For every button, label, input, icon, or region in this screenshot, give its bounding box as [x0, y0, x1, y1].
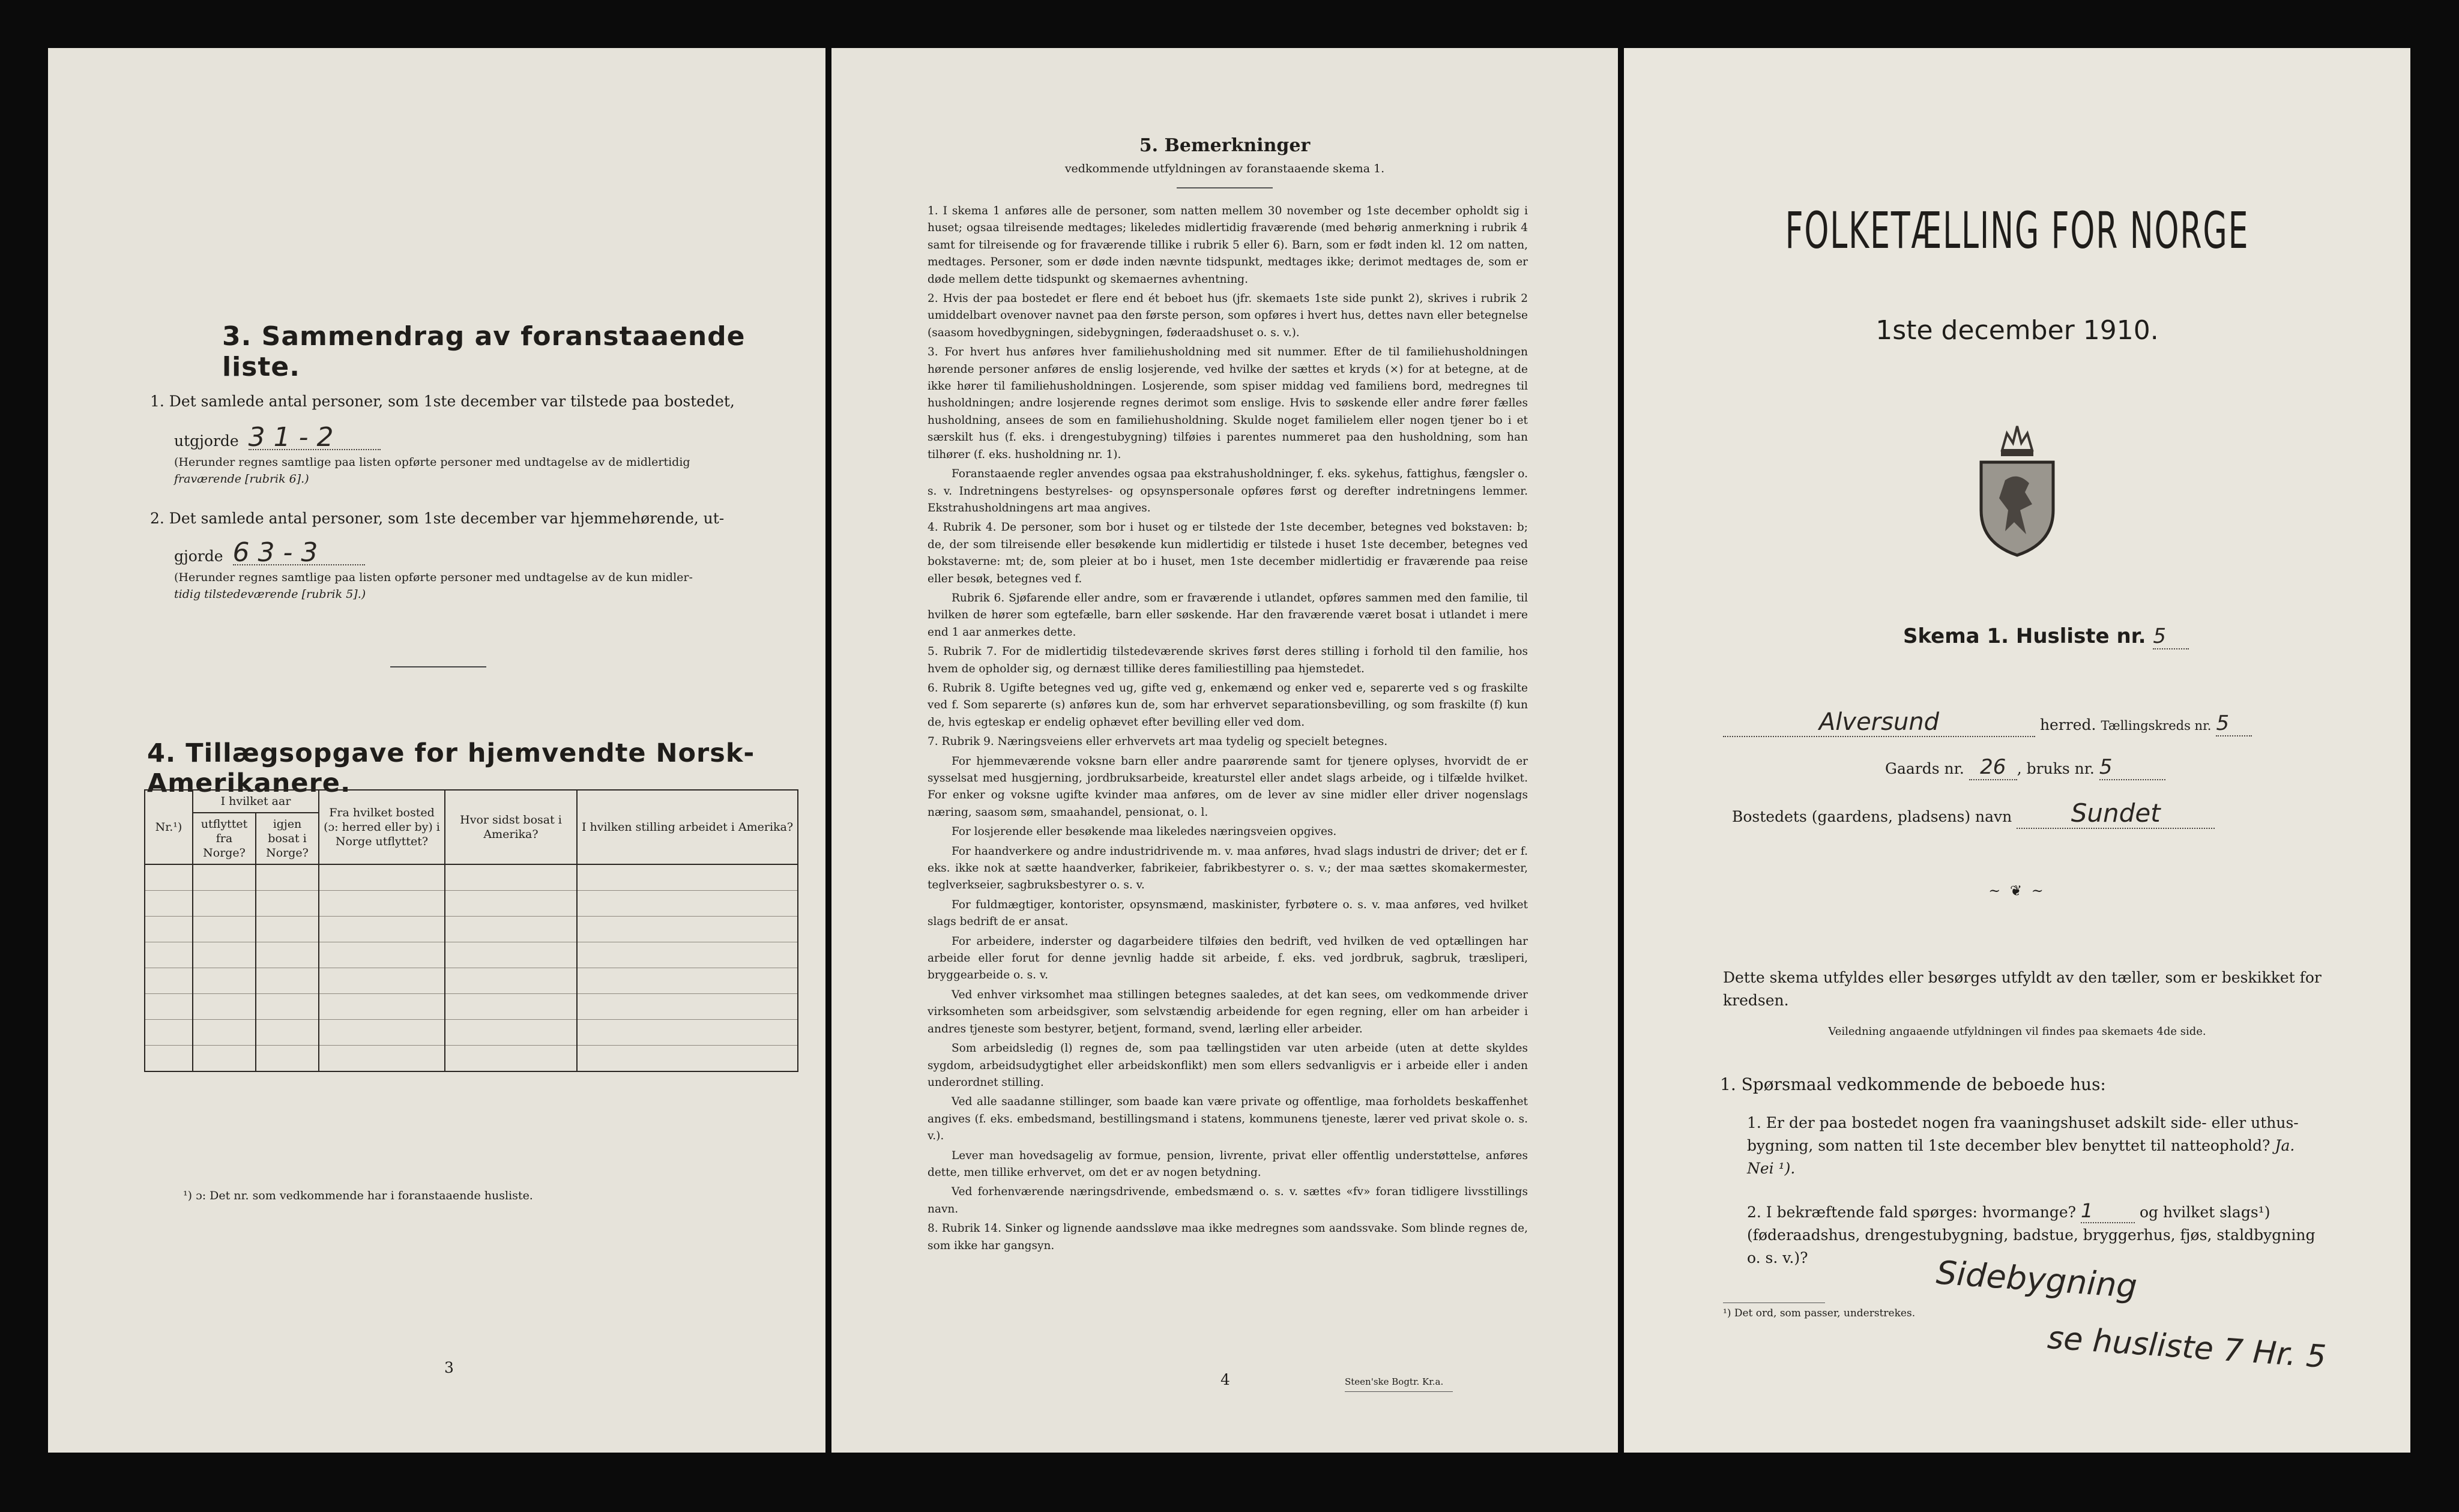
husliste-row — [1903, 624, 2189, 649]
remark-2: 2. Hvis der paa bostedet er flere end ét beboet hus (jfr. skemaets 1ste side punkt 2), skrives i rubrik 2 umiddelbart ovenover navnet paa den første person, som opføres i hvert hus, dettes navn eller betegnelse (saasom hovedbygningen, sidebygningen, føderaadshuset o. s. v.). — [928, 292, 1528, 339]
kreds-label: Tællingskreds nr. — [2101, 718, 2212, 733]
printer-mark: Steen'ske Bogtr. Kr.a. — [1345, 1376, 1444, 1387]
col-utflyttet: utflyttet fra Norge? — [193, 813, 256, 864]
schema-label: Skema 1. Husliste nr. — [1903, 624, 2146, 648]
question-2 — [1747, 1199, 2323, 1270]
q2-answer: Sidebygning — [1935, 1253, 2138, 1306]
item2-note-a: (Herunder regnes samtlige paa listen opførte personer med undtagelse av de kun midler- — [174, 571, 693, 584]
bruks-label: bruks nr. — [2026, 760, 2095, 777]
norsk-amerikanere-table — [144, 789, 798, 1072]
q2-suffix: og hvilket slags¹) (føderaadshus, drengestubygning, badstue, bryggerhus, fjøs, staldbygning o. s. v.)? — [1747, 1203, 2316, 1267]
item1-note-b: fraværende [rubrik 6].) — [174, 472, 309, 486]
divider — [1177, 187, 1273, 188]
q2-prefix: 2. I bekræftende fald spørges: hvormange? — [1747, 1203, 2077, 1221]
item1-value: 3 1 - 2 — [249, 426, 381, 450]
remark-7e: For fuldmægtiger, kontorister, opsynsmænd, maskinister, fyrbøtere o. s. v. maa anføres, ved hvilket slags bedrift de er ansat. — [928, 898, 1528, 929]
norway-coat-of-arms-icon — [1972, 420, 2062, 558]
q1-answer: Ja. Nei ¹). — [1747, 1137, 2295, 1177]
bosted-row — [1732, 798, 2215, 829]
table-row — [145, 942, 798, 968]
item1-prefix: utgjorde — [174, 432, 239, 450]
remark-4: 4. Rubrik 4. De personer, som bor i huset og er tilstede der 1ste december, betegnes ved bokstaven: b; de, der som tilreisende eller besøkende kun midlertidig er tilstede i huset 1ste december, betegnes ved bokstaverne: mt; de, som pleier at bo i huset, men 1ste december midlertidig er fraværende paa reise eller besøk, betegnes ved f. — [928, 521, 1528, 585]
remark-7i: Ved alle saadanne stillinger, som baade kan være private og offentlige, maa forholdets beskaffenhet angives (f. eks. embedsmand, bestillingsmand i statens, kommunens tjeneste, lærer ved privat skole o. s. v.). — [928, 1095, 1528, 1143]
veiledning: Veiledning angaaende utfyldningen vil findes paa skemaets 4de side. — [1828, 1025, 2206, 1038]
main-title: FOLKETÆLLING FOR NORGE — [1785, 201, 2249, 260]
section3-title: 3. Sammendrag av foranstaaende liste. — [222, 321, 746, 382]
remark-7g: Ved enhver virksomhet maa stillingen betegnes saaledes, at det kan sees, om vedkommende driver virksomheten som arbeidsgiver, som selvstændig arbeidende for egen regning, eller om han arbeider i andres tjeneste som bestyrer, betjent, formand, svend, lærling eller arbeider. — [928, 988, 1528, 1035]
item2-prefix: gjorde — [174, 547, 223, 565]
question-1 — [1747, 1112, 2323, 1180]
gaards-row: Gaards nr. 26 , bruks nr. 5 — [1885, 755, 2165, 780]
section4-footnote: ¹) ɔ: Det nr. som vedkommende har i foranstaaende husliste. — [183, 1189, 533, 1202]
remark-7: 7. Rubrik 9. Næringsveiens eller erhvervets art maa tydelig og specielt betegnes. — [928, 735, 1388, 748]
page-number: 4 — [1220, 1371, 1230, 1388]
item2-answer-row — [174, 537, 365, 568]
table-row — [145, 994, 798, 1020]
table-row — [145, 917, 798, 942]
remark-7k: Ved forhenværende næringsdrivende, embedsmænd o. s. v. sættes «fv» foran tidligere livsstillings navn. — [928, 1185, 1528, 1215]
col-group: I hvilket aar — [193, 790, 319, 813]
remark-7c: For losjerende eller besøkende maa likeledes næringsveien opgives. — [952, 825, 1337, 839]
q2-count: 1 — [2081, 1199, 2135, 1223]
remark-6: 6. Rubrik 8. Ugifte betegnes ved ug, gifte ved g, enkemænd og enker ved e, separerte ved s og fraskilte ved f. Som separerte (s) anføres kun de, som har erhvervet separationsbevilling, og som fraskilte (f) kun de, hvis egteskap er endelig ophævet efter bevilling eller ved dom. — [928, 681, 1528, 729]
col-nr: Nr.¹) — [145, 790, 193, 864]
herred-label: herred. — [2039, 716, 2096, 733]
census-date: 1ste december 1910. — [1875, 315, 2159, 346]
remark-7j: Lever man hovedsagelig av formue, pension, livrente, privat eller offentlig understøttelse, anføres dette, men tillike erhvervet, om det er av nogen betydning. — [928, 1149, 1528, 1179]
instruction: Dette skema utfyldes eller besørges utfyldt av den tæller, som er beskikket for kredsen. — [1723, 969, 2322, 1009]
herred-value: Alversund — [1723, 708, 2035, 737]
item1-answer-row — [174, 422, 381, 453]
item1-line1: 1. Det samlede antal personer, som 1ste december var tilstede paa bostedet, — [150, 393, 735, 410]
remark-4b: Rubrik 6. Sjøfarende eller andre, som er fraværende i utlandet, opføres sammen med den familie, til hvilken de hører som egtefælle, barn eller søskende. Har den fraværende været bosat i utlandet i mere end 1 aar anmerkes dette. — [928, 591, 1528, 639]
table-row — [145, 1020, 798, 1046]
col-bosat: igjen bosat i Norge? — [256, 813, 319, 864]
kreds-value: 5 — [2216, 711, 2252, 736]
questions-title: 1. Spørsmaal vedkommende de beboede hus: — [1720, 1074, 2106, 1094]
divider — [390, 666, 486, 667]
ornament: ~ ❦ ~ — [1988, 882, 2046, 899]
remark-1: 1. I skema 1 anføres alle de personer, som natten mellem 30 november og 1ste december opholdt sig i huset; ogsaa tilreisende medtages; likeledes midlertidig fraværende (med behørig anmerkning i rubrik 4 samt for tilreisende og for fraværende tillike i rubrik 5 eller 6). Barn, som er født inden kl. 12 om natten, medtages. Personer, som er døde inden nævnte tidspunkt, medtages ikke; derimot medtages de, som er døde mellem dette tidspunkt og skemaernes avhentning. — [928, 205, 1528, 286]
table-row — [145, 864, 798, 891]
remark-3: 3. For hvert hus anføres hver familiehusholdning med sit nummer. Efter de til familiehusholdningen hørende personer anføres de enslig losjerende, ved hvilke der sættes et kryds (×) for at betegne, at de ikke hører til familiehusholdningen. Losjerende, som spiser middag ved familiens bord, medregnes til husholdningen; andre losjerende regnes derimot som enslige. Hvis to søskende eller andre fører fælles husholdning, ansees de som en familiehusholdning. Skulde noget familielem eller nogen tjener bo i et særskilt hus (f. eks. i drengestubygning) tilføies i parentes nummeret paa den husholdning, som han tilhører (f. eks. husholdning nr. 1). — [928, 346, 1528, 461]
remark-7h: Som arbeidsledig (l) regnes de, som paa tællingstiden var uten arbeide (uten at dette skyldes sygdom, arbeidsudygtighet eller arbeidskonflikt) men som ellers sedvanligvis er i arbeide eller i anden underordnet stilling. — [928, 1042, 1528, 1089]
col-stilling: I hvilken stilling arbeidet i Amerika? — [577, 790, 798, 864]
handwritten-reference: se husliste 7 Hr. 5 — [2046, 1319, 2328, 1376]
bosted-value: Sundet — [2017, 798, 2215, 829]
herred-row — [1723, 708, 2371, 737]
divider — [1345, 1391, 1453, 1392]
remark-5: 5. Rubrik 7. For de midlertidig tilstedeværende skrives først deres stilling i forhold til den familie, hos hvem de opholder sig, og dernæst tillike deres familiestilling paa hjemstedet. — [928, 645, 1528, 675]
item2-note-b: tidig tilstedeværende [rubrik 5].) — [174, 588, 366, 601]
right-footnote: ¹) Det ord, som passer, understrekes. — [1723, 1307, 1916, 1319]
page-left — [48, 48, 825, 1453]
remarks-title: 5. Bemerkninger — [1139, 135, 1311, 156]
gaards-value: 26 — [1969, 755, 2017, 780]
bruks-value: 5 — [2099, 755, 2165, 780]
item2-value: 6 3 - 3 — [233, 541, 365, 565]
husliste-nr: 5 — [2153, 624, 2189, 649]
item1-note-a: (Herunder regnes samtlige paa listen opførte personer med undtagelse av de midlertidig — [174, 456, 690, 469]
table-row — [145, 891, 798, 917]
gaards-label: Gaards nr. — [1885, 760, 1964, 777]
remark-7b: For hjemmeværende voksne barn eller andre paarørende samt for tjenere oplyses, hvorvidt de er sysselsat med husgjerning, jordbruksarbeide, kreaturstel eller andet slags arbeide, og i tilfælde hvilket. For enker og voksne ugifte kvinder maa anføres, om de lever av sine midler eller driver nogenslags næring, saasom søm, smaahandel, pensionat, o. l. — [928, 754, 1528, 819]
remark-7d: For haandverkere og andre industridrivende m. v. maa anføres, hvad slags industri de driver; det er f. eks. ikke nok at sætte haandverker, fabrikeier, fabrikbestyrer o. s. v.; der maa sættes skomakermester, teglverkseier, sagbruksbestyrer o. s. v. — [928, 845, 1528, 892]
col-amerika-bosat: Hvor sidst bosat i Amerika? — [445, 790, 577, 864]
table-row — [145, 968, 798, 994]
q1-text: 1. Er der paa bostedet nogen fra vaaningshuset adskilt side- eller uthus-bygning, som natten til 1ste december blev benyttet til natteophold? — [1747, 1114, 2299, 1154]
page-middle — [831, 48, 1618, 1453]
remarks-list — [928, 203, 1528, 1257]
col-bosted: Fra hvilket bosted (ɔ: herred eller by) i Norge utflyttet? — [319, 790, 445, 864]
section4-title: 4. Tillægsopgave for hjemvendte Norsk-Amerikanere. — [147, 738, 755, 798]
remarks-subtitle: vedkommende utfyldningen av foranstaaende skema 1. — [1064, 162, 1385, 175]
page-number: 3 — [444, 1359, 454, 1376]
remark-7f: For arbeidere, inderster og dagarbeidere tilføies den bedrift, ved hvilken de ved optællingen har arbeide eller forut for denne jevnlig hadde sit arbeide, f. eks. ved jordbruk, sagbruk, træsliperi, bryggearbeide o. s. v. — [928, 935, 1528, 982]
table-row — [145, 1046, 798, 1072]
remark-8: 8. Rubrik 14. Sinker og lignende aandssløve maa ikke medregnes som aandssvake. Som blinde regnes de, som ikke har gangsyn. — [928, 1222, 1528, 1252]
remark-3b: Foranstaaende regler anvendes ogsaa paa ekstrahusholdninger, f. eks. sykehus, fattighus, fængsler o. s. v. Indretningens bestyrelses- og opsynspersonale opføres først og derefter indretningens lemmer. Ekstrahusholdningens art maa angives. — [928, 468, 1528, 514]
page-right — [1624, 48, 2410, 1453]
item2-line1: 2. Det samlede antal personer, som 1ste december var hjemmehørende, ut- — [150, 510, 725, 527]
bosted-label: Bostedets (gaardens, pladsens) navn — [1732, 808, 2012, 825]
